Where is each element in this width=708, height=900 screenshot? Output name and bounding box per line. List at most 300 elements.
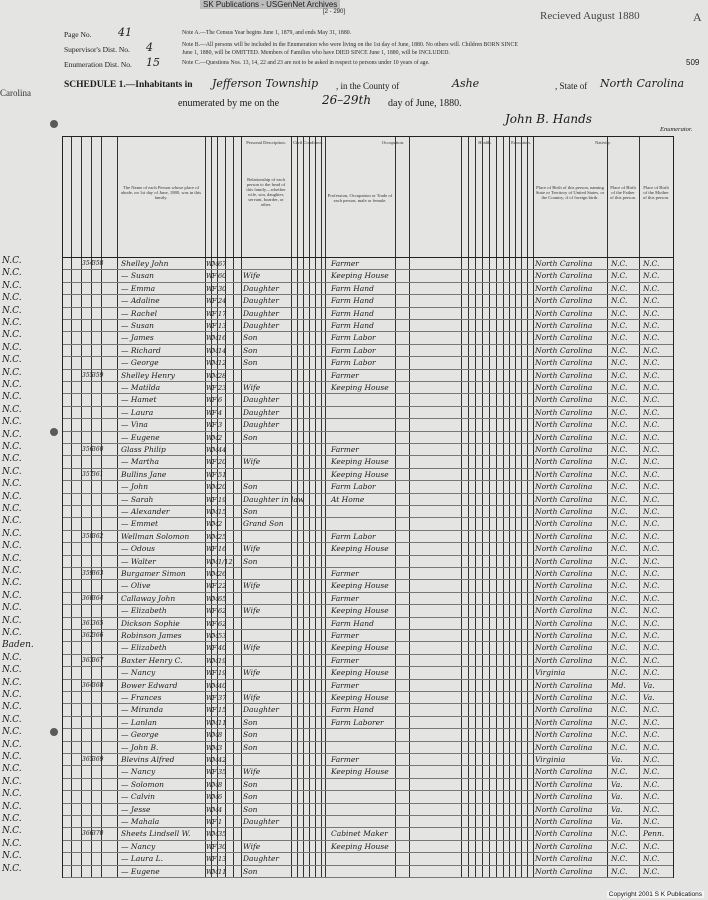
cell-age: 30: [218, 284, 227, 293]
cell-mb: N.C.: [643, 345, 660, 355]
cell-mb: N.C.: [643, 730, 660, 740]
cell-sex: F: [212, 855, 217, 864]
cell-fb: Va.: [611, 792, 623, 802]
cell-fb: N.C.: [611, 569, 628, 578]
margin-nativity: N.C.: [2, 442, 22, 452]
cell-occ: Farm Laborer: [331, 717, 384, 727]
cell-fb: N.C.: [611, 593, 628, 603]
cell-name: Burgamer Simon: [121, 569, 186, 578]
cell-birth: North Carolina: [535, 779, 593, 789]
margin-nativity: N.C.: [2, 677, 22, 688]
cell-sex: M: [212, 756, 219, 764]
cell-occ: Keeping House: [331, 668, 389, 678]
cell-occ: Keeping House: [331, 606, 389, 616]
margin-nativity: Baden.: [2, 640, 34, 651]
cell-age: 15: [218, 508, 227, 516]
cell-rel: Wife: [243, 693, 261, 702]
cell-sex: F: [212, 619, 217, 628]
cell-race: W: [206, 334, 213, 343]
cell-mb: N.C.: [643, 755, 660, 764]
cell-name: — Frances: [121, 693, 162, 702]
state-label: , State of: [555, 81, 588, 91]
margin-nativity: N.C.: [2, 541, 22, 552]
cell-fam: 360: [92, 446, 104, 453]
cell-fb: N.C.: [611, 544, 628, 554]
cell-occ: Farmer: [331, 445, 359, 454]
cell-occ: Farm Hand: [331, 321, 374, 330]
cell-sex: M: [212, 830, 219, 839]
cell-sex: M: [212, 656, 219, 665]
cell-dw: 362: [82, 632, 94, 639]
cell-rel: Son: [243, 482, 258, 492]
cell-rel: Daughter: [243, 407, 279, 417]
cell-name: — John B.: [121, 742, 159, 752]
cell-age: 22: [218, 582, 227, 591]
county-value: Ashe: [452, 77, 480, 90]
cell-birth: North Carolina: [535, 321, 593, 330]
cell-name: — James: [121, 333, 154, 343]
cell-name: — Alexander: [121, 507, 170, 516]
cell-fb: Va.: [611, 817, 623, 826]
cell-rel: Daughter: [243, 395, 279, 405]
cell-race: W: [206, 830, 213, 839]
cell-birth: North Carolina: [535, 296, 593, 306]
cell-birth: North Carolina: [535, 717, 593, 727]
margin-nativity: N.C.: [2, 553, 22, 564]
cell-race: W: [206, 619, 213, 628]
cell-occ: Farmer: [331, 755, 359, 764]
cell-sex: F: [212, 669, 217, 678]
cell-birth: North Carolina: [535, 631, 593, 640]
cell-sex: F: [212, 458, 217, 467]
cell-rel: Son: [243, 717, 258, 727]
cell-dw: 358: [82, 532, 94, 540]
cell-name: — Calvin: [121, 792, 155, 802]
header-mother-birthplace: Place of Birth of the Mother of this person.: [642, 185, 670, 200]
cell-mb: N.C.: [643, 383, 660, 392]
cell-race: W: [206, 669, 213, 678]
cell-age: 11: [218, 867, 227, 876]
cell-occ: Keeping House: [331, 544, 389, 554]
cell-dw: 355: [82, 371, 94, 379]
cell-name: — Eugene: [121, 432, 160, 442]
cell-birth: North Carolina: [535, 693, 593, 702]
margin-nativity: N.C.: [2, 727, 22, 738]
cell-mb: N.C.: [643, 655, 660, 665]
margin-nativity: N.C.: [2, 466, 22, 477]
cell-fb: N.C.: [611, 482, 628, 492]
cell-race: W: [206, 557, 213, 566]
cell-fam: 358: [92, 260, 104, 267]
cell-rel: Wife: [243, 457, 261, 467]
cell-age: 8: [218, 731, 223, 740]
cell-mb: N.C.: [643, 296, 660, 306]
cell-age: 20: [218, 483, 227, 492]
cell-age: 20: [218, 458, 227, 467]
cell-race: W: [206, 346, 213, 355]
cell-birth: North Carolina: [535, 507, 593, 516]
cell-occ: Keeping House: [331, 383, 389, 392]
cell-birth: North Carolina: [535, 283, 593, 293]
cell-age: 44: [218, 446, 227, 454]
cell-rel: Son: [243, 507, 258, 516]
cell-mb: N.C.: [643, 668, 660, 678]
group-occupation: Occupation.: [381, 140, 405, 145]
cell-fb: N.C.: [611, 705, 628, 715]
cell-name: Callaway John: [121, 593, 176, 603]
cell-fb: N.C.: [611, 655, 628, 665]
cell-sex: M: [212, 793, 219, 802]
cell-name: Shelley Henry: [121, 370, 175, 380]
cell-birth: North Carolina: [535, 432, 593, 442]
cell-mb: N.C.: [643, 494, 660, 504]
cell-occ: Farm Hand: [331, 283, 374, 293]
cell-age: 25: [218, 532, 227, 541]
cell-age: 1/12: [218, 557, 233, 566]
cell-race: W: [206, 260, 213, 268]
cell-race: W: [206, 644, 213, 653]
margin-nativity: N.C.: [2, 330, 22, 341]
cell-birth: North Carolina: [535, 259, 593, 268]
cell-dw: 361: [82, 619, 94, 627]
margin-nativity: N.C.: [2, 479, 22, 490]
margin-nativity: N.C.: [2, 702, 22, 713]
cell-fb: N.C.: [611, 581, 628, 591]
cell-name: — Nancy: [121, 668, 156, 678]
cell-race: W: [206, 632, 213, 640]
cell-sex: M: [212, 632, 219, 640]
cell-mb: N.C.: [643, 606, 660, 616]
cell-race: W: [206, 855, 213, 864]
cell-mb: N.C.: [643, 643, 660, 653]
cell-race: W: [206, 718, 213, 727]
cell-sex: F: [212, 694, 217, 702]
cell-mb: Va.: [643, 693, 655, 702]
enumerated-tail: day of June, 1880.: [388, 98, 462, 109]
cell-occ: Keeping House: [331, 643, 389, 653]
cell-mb: N.C.: [643, 767, 660, 777]
cell-sex: M: [212, 681, 219, 690]
cell-fb: N.C.: [611, 333, 628, 343]
cell-race: W: [206, 408, 213, 417]
cell-rel: Daughter: [243, 705, 279, 715]
margin-nativity: N.C.: [2, 392, 22, 403]
cell-dw: 364: [82, 681, 94, 689]
cell-occ: Farm Labor: [331, 482, 376, 492]
cell-race: W: [206, 607, 213, 616]
cell-mb: N.C.: [643, 259, 660, 268]
cell-birth: North Carolina: [535, 643, 593, 653]
margin-nativity: N.C.: [2, 566, 22, 576]
cell-name: — John: [121, 482, 149, 492]
cell-mb: N.C.: [643, 370, 660, 380]
cell-name: — Elizabeth: [121, 606, 167, 616]
cell-rel: Wife: [243, 606, 261, 616]
margin-nativity: N.C.: [2, 764, 22, 775]
cell-occ: Farmer: [331, 655, 359, 665]
cell-race: W: [206, 731, 213, 740]
enumeration-district-label: Enumeration Dist. No.: [64, 60, 132, 69]
cell-sex: F: [212, 706, 217, 715]
cell-occ: Farmer: [331, 680, 359, 690]
cell-name: — Hamet: [121, 395, 157, 405]
cell-rel: Wife: [243, 544, 261, 554]
cell-name: Wellman Solomon: [121, 531, 190, 541]
cell-race: W: [206, 545, 213, 554]
margin-nativity: N.C.: [2, 268, 22, 279]
cell-age: 11: [218, 718, 227, 727]
cell-name: — Jesse: [121, 804, 151, 814]
cell-occ: Keeping House: [331, 457, 389, 467]
cell-rel: Wife: [243, 271, 261, 281]
cell-rel: Son: [243, 432, 258, 442]
cell-race: W: [206, 842, 213, 851]
received-mark: A: [693, 10, 702, 24]
cell-birth: North Carolina: [535, 730, 593, 740]
cell-mb: N.C.: [643, 482, 660, 492]
cell-age: 19: [218, 495, 227, 504]
cell-name: Robinson James: [121, 631, 182, 640]
cell-sex: F: [212, 470, 217, 479]
group-civil-condition: Civil Condition.: [293, 140, 323, 145]
cell-race: W: [206, 768, 213, 777]
cell-sex: F: [212, 322, 217, 330]
cell-sex: F: [212, 421, 217, 430]
cell-rel: Wife: [243, 841, 261, 851]
cell-birth: North Carolina: [535, 531, 593, 541]
cell-name: — Mahala: [121, 817, 160, 826]
cell-race: W: [206, 805, 213, 814]
cell-race: W: [206, 272, 213, 281]
margin-nativity: N.C.: [2, 628, 22, 638]
cell-rel: Daughter: [243, 854, 279, 864]
cell-race: W: [206, 359, 213, 368]
stamp-number: 509: [686, 58, 700, 67]
cell-rel: Daughter: [243, 321, 279, 330]
cell-mb: N.C.: [643, 321, 660, 330]
cell-sex: M: [212, 594, 219, 603]
header-profession: Profession, Occupation or Trade of each person, male or female.: [327, 193, 393, 203]
cell-sex: M: [212, 780, 219, 789]
cell-occ: Farm Hand: [331, 705, 374, 715]
cell-age: 24: [218, 297, 227, 306]
cell-age: 40: [218, 681, 227, 690]
cell-birth: North Carolina: [535, 345, 593, 355]
cell-occ: Keeping House: [331, 581, 389, 591]
cell-rel: Wife: [243, 643, 261, 653]
supervisor-district-label: Supervisor's Dist. No.: [64, 45, 130, 54]
margin-nativity: N.C.: [2, 578, 22, 589]
cell-birth: North Carolina: [535, 420, 593, 430]
cell-fam: 368: [92, 681, 104, 689]
cell-birth: North Carolina: [535, 544, 593, 554]
cell-fb: N.C.: [611, 283, 628, 293]
cell-age: 2: [218, 433, 223, 442]
margin-nativity: N.C.: [2, 603, 22, 614]
cell-fb: N.C.: [611, 829, 628, 839]
cell-name: — Eugene: [121, 866, 160, 876]
cell-race: W: [206, 756, 213, 764]
cell-age: 2: [218, 520, 223, 529]
cell-birth: North Carolina: [535, 705, 593, 715]
cell-name: — Miranda: [121, 705, 164, 715]
cell-birth: North Carolina: [535, 370, 593, 380]
cell-sex: F: [212, 818, 217, 826]
cell-fam: 369: [92, 756, 104, 763]
cell-fb: Md.: [611, 680, 626, 690]
margin-nativity: N.C.: [2, 801, 22, 812]
margin-nativity: N.C.: [2, 380, 22, 390]
cell-fb: N.C.: [611, 742, 628, 752]
publisher-sub: [2 - 290]: [323, 9, 346, 15]
header-father-birthplace: Place of Birth of the Father of this person.: [609, 185, 637, 200]
cell-birth: North Carolina: [535, 829, 593, 839]
cell-name: — Laura: [121, 407, 154, 417]
cell-race: W: [206, 483, 213, 492]
cell-mb: N.C.: [643, 271, 660, 281]
cell-occ: Farmer: [331, 370, 359, 380]
cell-age: 16: [218, 334, 227, 343]
cell-age: 8: [218, 780, 223, 789]
cell-race: W: [206, 309, 213, 318]
cell-race: W: [206, 508, 213, 516]
cell-race: W: [206, 594, 213, 603]
cell-rel: Son: [243, 804, 258, 814]
cell-mb: N.C.: [643, 283, 660, 293]
cell-sex: M: [212, 532, 219, 541]
margin-nativity: N.C.: [2, 318, 22, 328]
group-nativity: Nativity.: [595, 140, 611, 145]
received-stamp: Recieved August 1880: [540, 10, 640, 22]
cell-fb: N.C.: [611, 395, 628, 405]
margin-nativity: N.C.: [2, 665, 22, 676]
cell-mb: N.C.: [643, 792, 660, 802]
cell-mb: N.C.: [643, 519, 660, 529]
cell-mb: N.C.: [643, 395, 660, 405]
cell-name: — Lanlan: [121, 717, 157, 727]
cell-age: 35: [218, 830, 227, 839]
cell-mb: N.C.: [643, 817, 660, 826]
cell-birth: North Carolina: [535, 358, 593, 368]
cell-race: W: [206, 495, 213, 504]
cell-sex: F: [212, 272, 217, 281]
margin-nativity: N.C.: [2, 776, 22, 787]
cell-fb: N.C.: [611, 606, 628, 616]
cell-mb: N.C.: [643, 779, 660, 789]
cell-race: W: [206, 818, 213, 826]
cell-mb: N.C.: [643, 445, 660, 454]
cell-fb: N.C.: [611, 407, 628, 417]
margin-nativity: N.C.: [2, 404, 22, 415]
cell-age: 35: [218, 768, 227, 777]
cell-birth: North Carolina: [535, 655, 593, 665]
cell-mb: N.C.: [643, 854, 660, 864]
cell-sex: F: [212, 396, 217, 405]
cell-age: 4: [218, 805, 223, 814]
cell-dw: 365: [82, 756, 94, 763]
cell-birth: North Carolina: [535, 569, 593, 578]
cell-race: W: [206, 532, 213, 541]
cell-age: 4: [218, 408, 223, 417]
cell-occ: Keeping House: [331, 693, 389, 702]
margin-nativity: N.C.: [2, 528, 22, 539]
cell-occ: Farmer: [331, 569, 359, 578]
cell-sex: F: [212, 545, 217, 554]
cell-birth: North Carolina: [535, 581, 593, 591]
cell-age: 17: [218, 309, 227, 318]
cell-occ: Farmer: [331, 631, 359, 640]
cell-rel: Son: [243, 556, 258, 566]
cell-fb: N.C.: [611, 321, 628, 330]
supervisor-district-value: 4: [146, 41, 153, 54]
cell-fam: 363: [92, 570, 104, 577]
cell-birth: North Carolina: [535, 618, 593, 628]
cell-age: 30: [218, 842, 227, 851]
cell-race: W: [206, 570, 213, 578]
margin-nativity: N.C.: [2, 714, 22, 725]
cell-name: Shelley John: [121, 259, 169, 268]
cell-fb: N.C.: [611, 643, 628, 653]
cell-name: Baxter Henry C.: [121, 655, 183, 665]
enumerator-label: Enumerator.: [660, 126, 693, 133]
cell-birth: North Carolina: [535, 792, 593, 802]
cell-rel: Wife: [243, 668, 261, 678]
cell-rel: Son: [243, 730, 258, 740]
cell-birth: North Carolina: [535, 817, 593, 826]
margin-nativity: N.C.: [2, 429, 22, 440]
cell-fb: N.C.: [611, 507, 628, 516]
cell-mb: N.C.: [643, 631, 660, 640]
cell-birth: North Carolina: [535, 494, 593, 504]
cell-sex: F: [212, 284, 217, 293]
cell-name: — Walter: [121, 556, 156, 566]
cell-fb: N.C.: [611, 445, 628, 454]
cell-rel: Daughter: [243, 420, 279, 430]
cell-dw: 360: [82, 594, 94, 602]
cell-occ: At Home: [331, 494, 365, 504]
cell-age: 62: [218, 619, 227, 628]
cell-name: Dickson Sophie: [121, 618, 180, 628]
cell-rel: Son: [243, 866, 258, 876]
cell-fam: 362: [92, 532, 104, 540]
margin-nativity: N.C.: [2, 652, 22, 663]
state-value: North Carolina: [600, 77, 685, 90]
margin-nativity: N.C.: [2, 838, 22, 849]
cell-sex: M: [212, 371, 219, 380]
cell-fb: N.C.: [611, 556, 628, 566]
cell-fam: 361: [92, 470, 104, 478]
cell-birth: North Carolina: [535, 866, 593, 876]
township-value: Jefferson Township: [212, 77, 319, 90]
cell-fb: N.C.: [611, 519, 628, 529]
cell-age: 53: [218, 632, 227, 640]
cell-age: 37: [218, 694, 227, 702]
cell-name: Sheets Lindsell W.: [121, 829, 191, 839]
margin-nativity: N.C.: [2, 615, 22, 626]
enumerator-signature: John B. Hands: [505, 112, 592, 126]
cell-age: 40: [218, 644, 227, 653]
cell-birth: North Carolina: [535, 854, 593, 864]
cell-fb: N.C.: [611, 420, 628, 430]
cell-sex: M: [212, 743, 219, 752]
census-table: [62, 136, 674, 878]
left-margin-word: Carolina: [0, 88, 31, 98]
cell-fb: N.C.: [611, 259, 628, 268]
cell-occ: Farm Hand: [331, 308, 374, 318]
cell-fb: N.C.: [611, 469, 628, 479]
margin-nativity: N.C.: [2, 256, 22, 266]
cell-age: 12: [218, 359, 227, 368]
